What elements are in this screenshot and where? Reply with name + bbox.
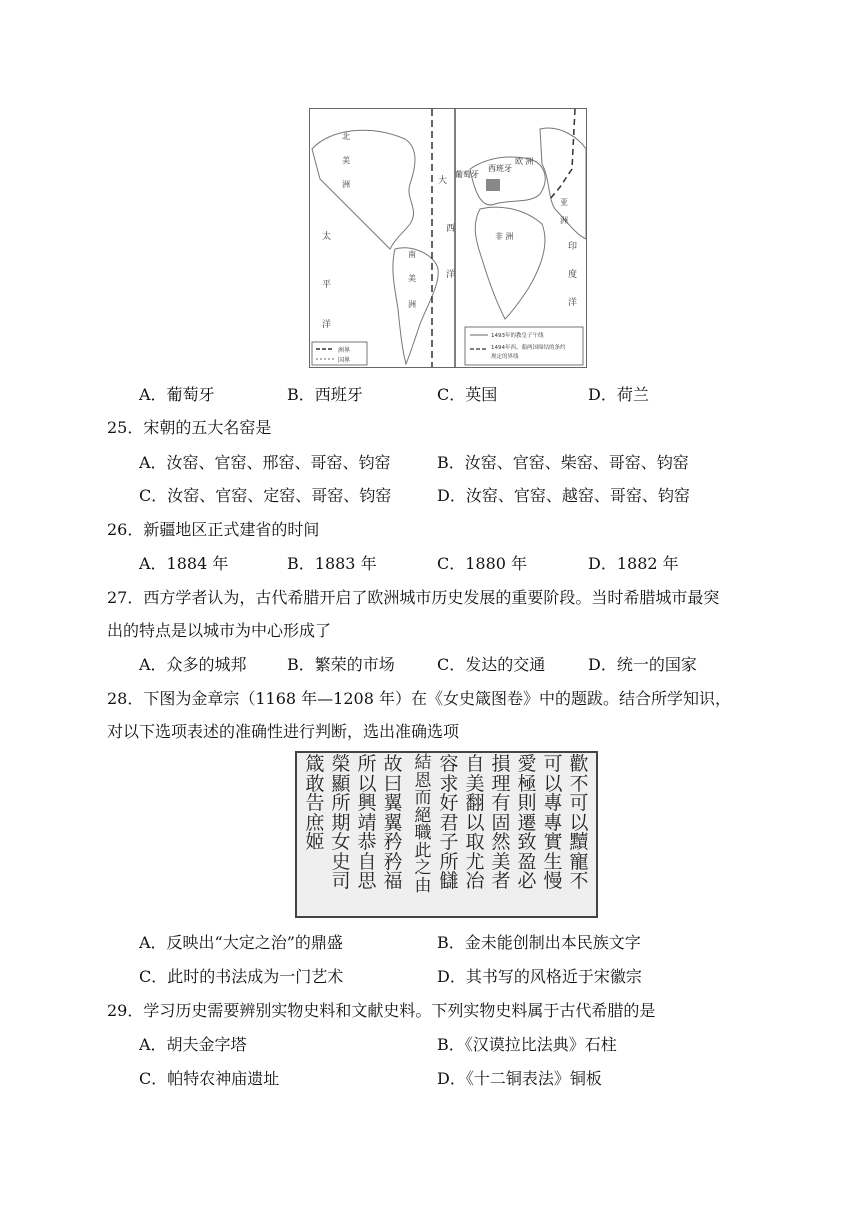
- q29-option-d: D．《十二铜表法》铜板: [437, 1069, 602, 1088]
- label-atlantic: 大: [438, 176, 448, 186]
- q28-option-c: C．此时的书法成为一门艺术: [139, 967, 344, 986]
- svg-text:西: 西: [446, 224, 456, 234]
- label-indian-ocean: 印: [568, 242, 578, 252]
- q26-option-a: A．1884 年: [139, 554, 229, 573]
- label-south-america: 南: [408, 250, 416, 259]
- q26-option-d: D．1882 年: [588, 554, 679, 573]
- q24-option-d: D．荷兰: [588, 385, 649, 404]
- label-africa: 非 洲: [495, 232, 514, 241]
- q27-stem-line1: 27．西方学者认为，古代希腊开启了欧洲城市历史发展的重要阶段。当时希腊城市最突: [107, 588, 720, 607]
- svg-text:洲: 洲: [560, 216, 568, 225]
- q29-stem: 29．学习历史需要辨别实物史料和文献史料。下列实物史料属于古代希腊的是: [107, 1001, 656, 1020]
- q29-option-c: C．帕特农神庙遗址: [139, 1069, 280, 1088]
- label-europe: 欧 洲: [515, 157, 534, 166]
- calligraphy-column: 箴敢告庶姬: [305, 753, 325, 853]
- svg-text:洲: 洲: [342, 180, 350, 189]
- legend-item: 1493年的教皇子午线: [491, 333, 544, 339]
- q27-option-a: A．众多的城邦: [139, 655, 247, 674]
- q29-option-b: B．《汉谟拉比法典》石柱: [437, 1035, 617, 1054]
- world-map: [310, 109, 586, 367]
- calligraphy-column: 損理有固然美者: [491, 753, 511, 892]
- q26-option-b: B．1883 年: [287, 554, 377, 573]
- calligraphy-column: 榮顯所期女史司: [331, 753, 351, 892]
- calligraphy-column: 所以興靖恭自思: [357, 753, 377, 892]
- q25-option-d: D．汝窑、官窑、越窑、哥窑、钧窑: [437, 486, 690, 505]
- q28-option-d: D．其书写的风格近于宋徽宗: [437, 967, 642, 986]
- q28-option-a: A．反映出“大定之治”的鼎盛: [139, 933, 343, 952]
- q25-option-a: A．汝窑、官窑、邢窑、哥窑、钧窑: [139, 453, 391, 472]
- calligraphy-column: 故曰翼翼矜矜福: [383, 753, 403, 892]
- svg-text:洋: 洋: [446, 270, 456, 280]
- q24-option-b: B．西班牙: [287, 385, 363, 404]
- svg-text:洋: 洋: [322, 320, 332, 330]
- q25-option-c: C．汝窑、官窑、定窑、哥窑、钧窑: [139, 486, 392, 505]
- legend-item: 洲界: [338, 347, 351, 354]
- q28-stem-line1: 28．下图为金章宗（1168 年—1208 年）在《女史箴图卷》中的题跋。结合所学知识，: [107, 689, 731, 708]
- svg-text:美: 美: [408, 274, 416, 283]
- svg-text:度: 度: [568, 270, 578, 280]
- calligraphy-column: 自美翻以取尤冶: [465, 753, 485, 892]
- svg-text:美: 美: [342, 156, 350, 165]
- label-pacific: 太: [322, 232, 332, 242]
- q27-option-c: C．发达的交通: [437, 655, 546, 674]
- label-spain: 西班牙: [488, 164, 512, 173]
- svg-text:洋: 洋: [568, 298, 578, 308]
- legend-item: 1494年西、葡两国缔结的条约: [491, 345, 566, 351]
- q29-option-a: A．胡夫金字塔: [139, 1035, 247, 1054]
- q24-option-c: C．英国: [437, 385, 498, 404]
- calligraphy-column: 結恩而絕職此之由: [414, 753, 432, 896]
- svg-text:平: 平: [322, 280, 332, 290]
- calligraphy-figure: [295, 751, 598, 918]
- q27-stem-line2: 出的特点是以城市为中心形成了: [107, 621, 332, 640]
- q27-option-b: B．繁荣的市场: [287, 655, 395, 674]
- label-north-america: 北: [342, 132, 350, 141]
- q25-stem: 25．宋朝的五大名窑是: [107, 418, 272, 437]
- q28-option-b: B．金未能创制出本民族文字: [437, 933, 641, 952]
- q26-option-c: C．1880 年: [437, 554, 528, 573]
- label-portugal: 葡萄牙: [455, 170, 479, 179]
- legend-item: 国界: [338, 357, 351, 364]
- calligraphy-column: 愛極則遷致盈必: [517, 753, 537, 892]
- svg-text:洲: 洲: [408, 300, 416, 309]
- calligraphy-column: 歡不可以黷寵不: [569, 753, 589, 892]
- iberia-shading: [486, 179, 500, 191]
- label-asia: 亚: [560, 198, 568, 207]
- calligraphy-column: 容求好君子所讎: [439, 753, 459, 892]
- legend-item: 规定的界线: [491, 354, 519, 360]
- map-figure: [309, 108, 587, 368]
- q26-stem: 26．新疆地区正式建省的时间: [107, 520, 320, 539]
- q28-stem-line2: 对以下选项表述的准确性进行判断，选出准确选项: [107, 722, 460, 741]
- q27-option-d: D．统一的国家: [588, 655, 697, 674]
- q24-option-a: A．葡萄牙: [139, 385, 215, 404]
- calligraphy-column: 可以專專實生慢: [543, 753, 563, 892]
- q25-option-b: B．汝窑、官窑、柴窑、哥窑、钧窑: [437, 453, 689, 472]
